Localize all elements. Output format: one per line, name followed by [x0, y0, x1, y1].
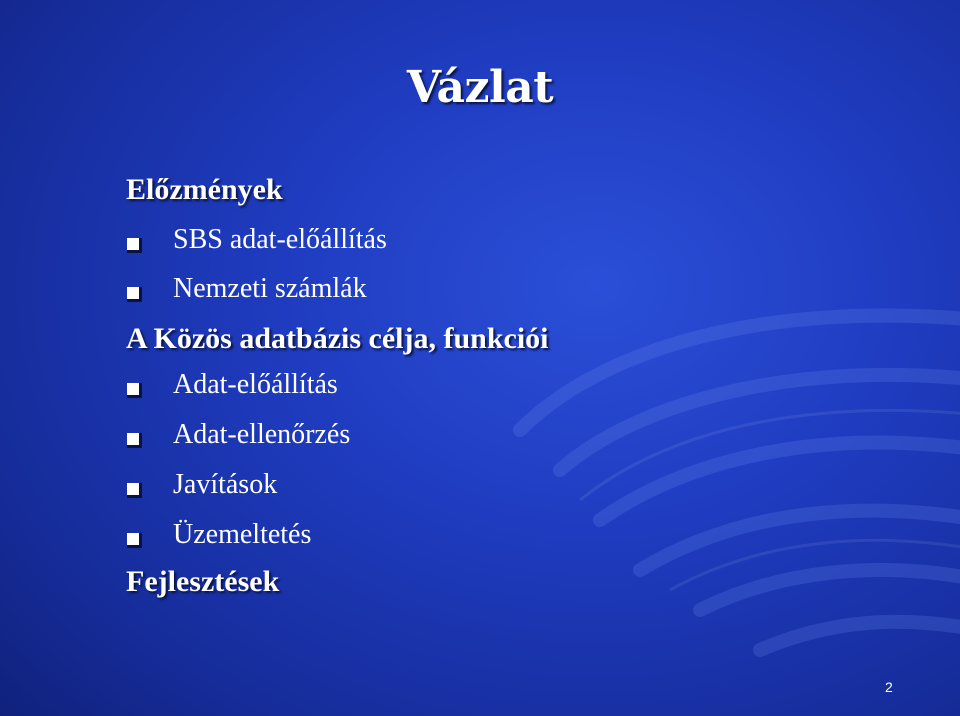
square-bullet-icon — [127, 483, 142, 498]
outline-item-common-database: A Közös adatbázis célja, funkciói — [126, 322, 549, 355]
outline-subitem-data-validation: Adat-ellenőrzés — [173, 419, 351, 450]
outline-subitem-operation: Üzemeltetés — [173, 519, 312, 550]
square-bullet-icon — [127, 238, 142, 253]
outline-subitem-data-production: Adat-előállítás — [173, 369, 338, 400]
square-bullet-icon — [127, 533, 142, 548]
slide-title: Vázlat — [406, 62, 554, 113]
square-bullet-icon — [127, 287, 142, 302]
outline-item-developments: Fejlesztések — [126, 565, 280, 598]
outline-subitem-national-accounts: Nemzeti számlák — [173, 273, 367, 304]
outline-item-previous-work: Előzmények — [126, 173, 283, 206]
outline-subitem-sbs: SBS adat-előállítás — [173, 224, 387, 255]
square-bullet-icon — [127, 383, 142, 398]
square-bullet-icon — [127, 433, 142, 448]
outline-subitem-corrections: Javítások — [173, 469, 278, 500]
page-number: 2 — [885, 679, 893, 695]
